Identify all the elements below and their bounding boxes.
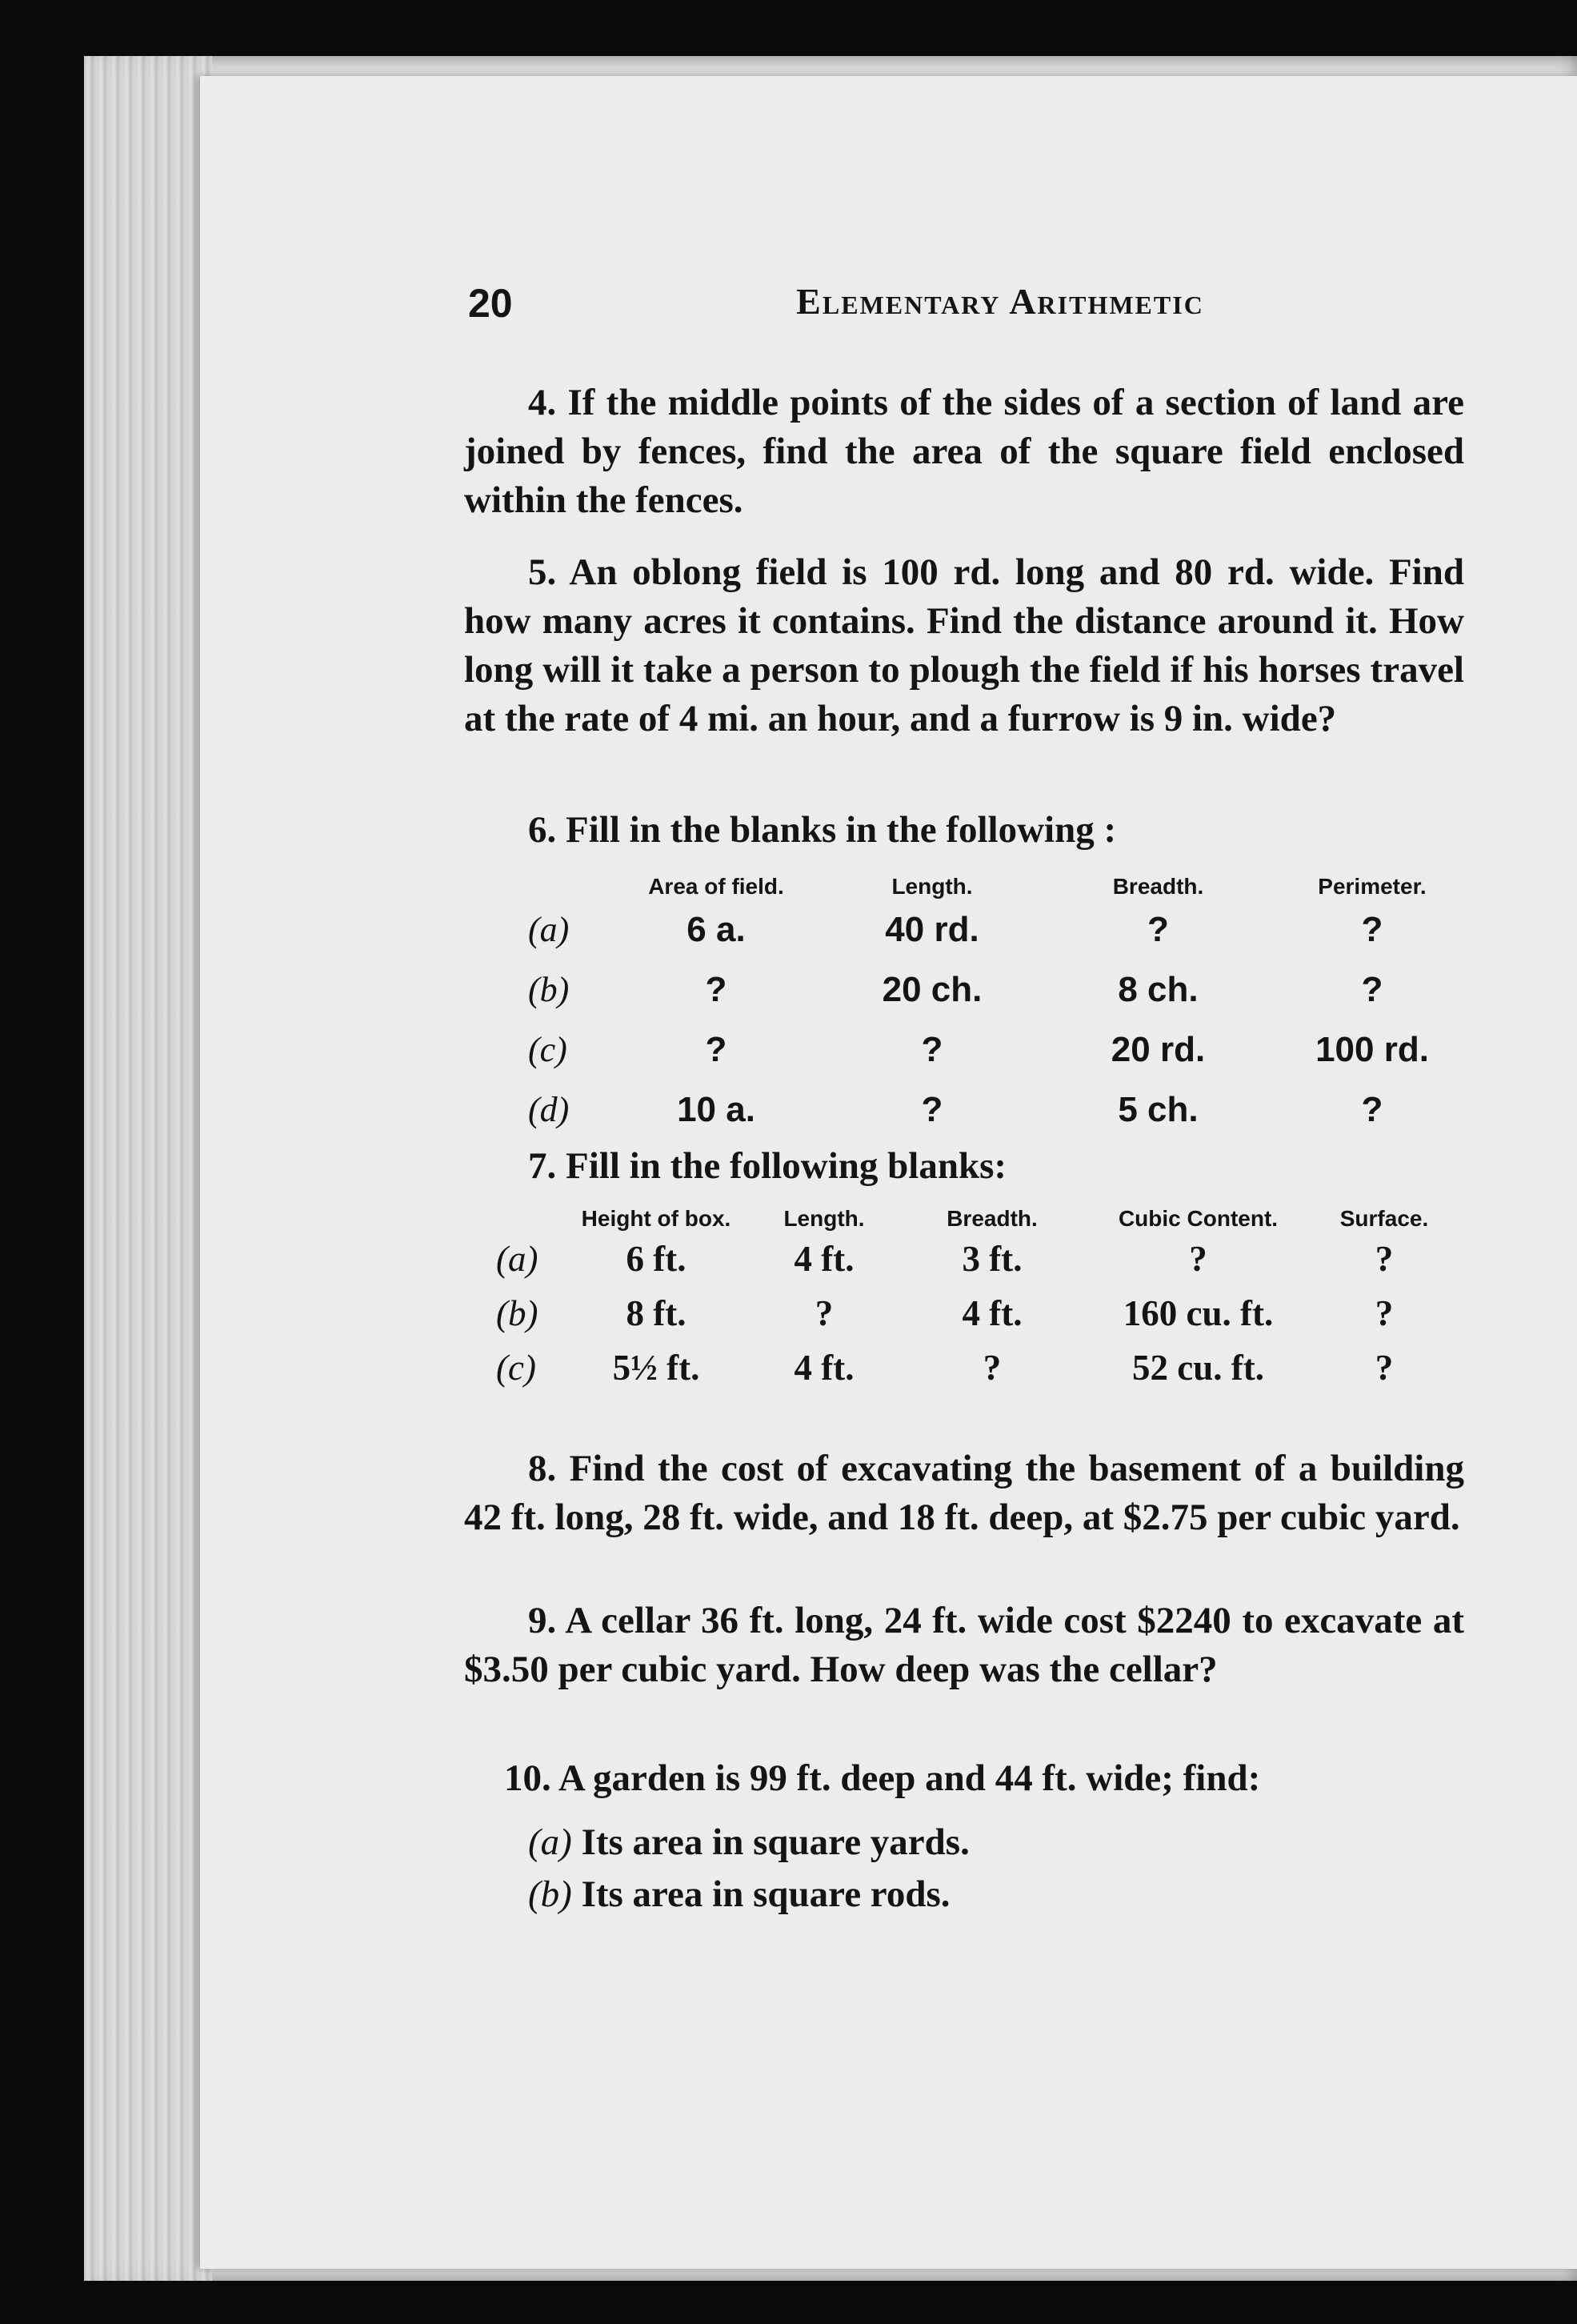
table-cell: 8 ch. — [1118, 969, 1199, 1009]
row-label: (a) — [528, 910, 570, 949]
problem-9 — [464, 1597, 1464, 1694]
table-cell: ? — [1375, 1239, 1394, 1279]
table-cell: 52 cu. ft. — [1132, 1348, 1264, 1388]
problem-10-item-b — [528, 1873, 951, 1916]
page-number: 20 — [468, 281, 513, 326]
problem-text: A garden is 99 ft. deep and 44 ft. wide; find: — [558, 1757, 1261, 1799]
page-edges — [84, 56, 212, 2281]
table-header-row — [528, 864, 1476, 900]
column-header: Length. — [783, 1206, 865, 1231]
table-cell: ? — [1361, 1089, 1383, 1129]
table-row — [528, 960, 1476, 1020]
table-cell: ? — [1361, 909, 1383, 949]
problem-6-title — [528, 808, 1116, 851]
table-cell: 20 rd. — [1111, 1029, 1206, 1069]
row-label: (c) — [496, 1348, 536, 1388]
table-cell: 6 ft. — [626, 1239, 686, 1279]
problem-number: 5. — [528, 551, 557, 593]
problem-7-table — [496, 1196, 1456, 1395]
table-cell: 160 cu. ft. — [1123, 1293, 1274, 1333]
column-header: Area of field. — [648, 874, 784, 899]
item-label: (b) — [528, 1873, 572, 1915]
table-cell: ? — [1189, 1239, 1207, 1279]
table-cell: ? — [921, 1029, 943, 1069]
row-label: (b) — [496, 1293, 538, 1333]
problem-number: 8. — [528, 1448, 557, 1489]
table-row — [496, 1340, 1456, 1395]
problem-7-title — [528, 1144, 1007, 1188]
table-cell: ? — [1361, 969, 1383, 1009]
problem-text: An oblong field is 100 rd. long and 80 rd. wide. Find how many acres it contains. Find the distance around it. How long will it take a person to plough the field if his horses travel at the rate of 4 mi. an hour, and a furrow is 9 in. wide? — [464, 551, 1464, 739]
table-cell: ? — [1375, 1293, 1394, 1333]
column-header: Perimeter. — [1318, 874, 1427, 899]
problem-text: Fill in the following blanks: — [566, 1145, 1007, 1187]
table-cell: 20 ch. — [882, 969, 983, 1009]
table-cell: 3 ft. — [962, 1239, 1023, 1279]
problem-number: 10. — [504, 1757, 551, 1799]
column-header: Surface. — [1339, 1206, 1429, 1231]
problem-number: 6. — [528, 809, 557, 851]
table-cell: ? — [983, 1348, 1002, 1388]
table-cell: 5 ch. — [1118, 1089, 1199, 1129]
table-cell: 10 a. — [677, 1089, 755, 1129]
problem-text: A cellar 36 ft. long, 24 ft. wide cost $2240 to excavate at $3.50 per cubic yard. How deep was the cellar? — [464, 1600, 1464, 1690]
row-label: (d) — [528, 1090, 570, 1129]
table-row — [528, 900, 1476, 960]
row-label: (b) — [528, 970, 570, 1009]
table-header-row — [496, 1196, 1456, 1232]
problem-8 — [464, 1444, 1464, 1542]
problem-6-table — [528, 864, 1476, 1140]
table-cell: 4 ft. — [794, 1239, 855, 1279]
table-cell: ? — [705, 1029, 727, 1069]
item-label: (a) — [528, 1821, 572, 1863]
table-row — [528, 1080, 1476, 1140]
column-header: Length. — [891, 874, 973, 899]
column-header: Height of box. — [581, 1206, 731, 1231]
table-cell: ? — [1147, 909, 1169, 949]
table-row — [496, 1286, 1456, 1340]
problem-4 — [464, 379, 1464, 525]
problem-5 — [464, 548, 1464, 743]
problem-number: 4. — [528, 382, 557, 423]
book-page — [200, 76, 1577, 2269]
table-cell: 8 ft. — [626, 1293, 686, 1333]
problem-number: 9. — [528, 1600, 557, 1641]
table-cell: 5½ ft. — [612, 1348, 700, 1388]
problem-text: If the middle points of the sides of a section of land are joined by fences, find the area of the square field enclosed within the fences. — [464, 382, 1465, 521]
table-cell: 100 rd. — [1315, 1029, 1429, 1069]
column-header: Breadth. — [947, 1206, 1038, 1231]
page-header — [468, 280, 1444, 336]
table-row — [496, 1232, 1456, 1286]
problem-text: Fill in the blanks in the following : — [566, 809, 1117, 851]
row-label: (a) — [496, 1239, 538, 1279]
table-cell: 6 a. — [686, 909, 746, 949]
table-cell: ? — [705, 969, 727, 1009]
table-cell: 40 rd. — [885, 909, 979, 949]
problem-10-item-a — [528, 1821, 970, 1864]
problem-number: 7. — [528, 1145, 557, 1187]
running-head: Elementary Arithmetic — [796, 281, 1204, 322]
table-cell: 4 ft. — [794, 1348, 855, 1388]
item-text: Its area in square yards. — [581, 1821, 970, 1863]
table-cell: 4 ft. — [962, 1293, 1023, 1333]
column-header: Breadth. — [1112, 874, 1204, 899]
row-label: (c) — [528, 1030, 567, 1069]
table-cell: ? — [1375, 1348, 1394, 1388]
problem-10-title — [504, 1757, 1260, 1800]
column-header: Cubic Content. — [1118, 1206, 1279, 1231]
item-text: Its area in square rods. — [581, 1873, 951, 1915]
table-cell: ? — [921, 1089, 943, 1129]
table-cell: ? — [815, 1293, 834, 1333]
problem-text: Find the cost of excavating the basement of a building 42 ft. long, 28 ft. wide, and 18 ft. deep, at $2.75 per cubic yard. — [464, 1448, 1464, 1538]
table-row — [528, 1020, 1476, 1080]
